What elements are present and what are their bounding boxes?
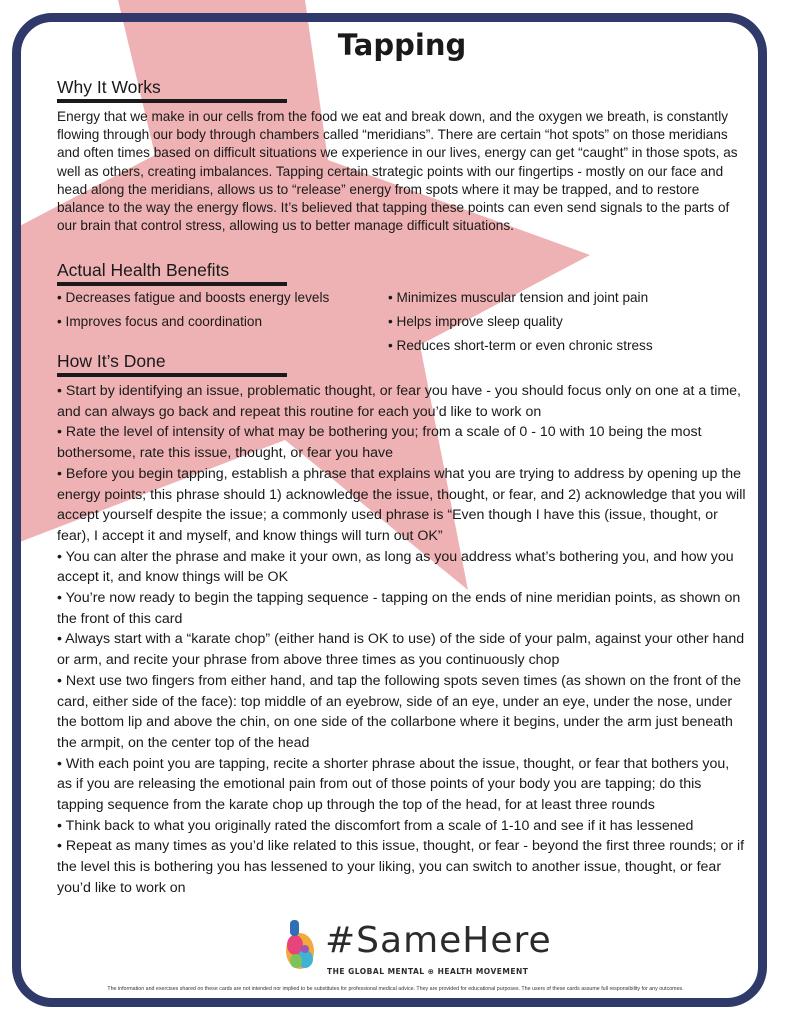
benefit-item: • Reduces short-term or even chronic stress — [388, 338, 653, 353]
page-title: Tapping — [337, 28, 467, 62]
why-heading-text: Why It Works — [57, 77, 161, 97]
why-heading — [57, 77, 287, 103]
step-item: • Think back to what you originally rated the discomfort from a scale of 1-10 and see if it has lessened — [57, 817, 694, 834]
steps-list — [57, 381, 747, 899]
benefit-item: • Decreases fatigue and boosts energy levels — [57, 290, 330, 305]
step-item: • Repeat as many times as you’d like related to this issue, thought, or fear - beyond the first three rounds; or if the level this is bothering you has lessened to your liking, you can switch to another issue, thought, or fear you’d like to work on — [57, 838, 745, 896]
benefits-heading-text: Actual Health Benefits — [57, 260, 230, 280]
disclaimer: The information and exercises shared on these cards are not intended nor implied to be substitutes for professional medical advice. They are provided for educational purposes. The users of these cards assume full responsibility for any outcomes. — [107, 986, 684, 992]
step-item: • Rate the level of intensity of what may be bothering you; from a scale of 0 - 10 with 10 being the most bothersome, rate this issue, thought, or fear you have — [57, 424, 702, 462]
step-item: • You can alter the phrase and make it your own, as long as you address what’s bothering you, and how you accept it, and know things will be OK — [57, 548, 734, 586]
benefit-item: • Minimizes muscular tension and joint pain — [388, 290, 649, 305]
how-heading-text: How It’s Done — [57, 351, 166, 371]
step-item: • Before you begin tapping, establish a phrase that explains what you are trying to address by opening up the energy points; this phrase should 1) acknowledge the issue, thought, or fear, and 2) acknowledge that you will accept yourself despite the issue; a commonly used phrase is “Even though I have this (issue, thought, or fear), I accept it and myself, and know things will turn out OK” — [57, 465, 746, 544]
step-item: • With each point you are tapping, recite a shorter phrase about the issue, thought, or fear that bothers you, as if you are releasing the emotional pain from out of those points of your body you are tapping; do this tapping sequence from the karate chop up through the top of the head, for at least three rounds — [57, 755, 730, 814]
step-item: • You’re now ready to begin the tapping sequence - tapping on the ends of nine meridian points, as shown on the front of this card — [57, 590, 741, 627]
benefits-heading — [57, 260, 287, 286]
brand-name: #SameHere — [325, 920, 552, 961]
heading-underline — [57, 373, 287, 377]
step-item: • Always start with a “karate chop” (either hand is OK to use) of the side of your palm, against your other hand or arm, and recite your phrase from above three times as you continuously chop — [57, 631, 745, 669]
how-heading — [57, 351, 287, 377]
why-body: Energy that we make in our cells from the food we eat and break down, and the oxygen we breath, is constantly flowing through our body through chambers called “meridians”. There are certain “hot spots” on those meridians and often times based on difficult situations we experience in our lives, energy can get “caught” in those spots, as well as others, creating imbalances. Tapping certain strategic points with our fingertips - mostly on our face and head along the meridians, allows us to “release” energy from spots where it may be trapped, and to restore balance to the way the energy flows. It’s believed that tapping these points can even send signals to the parts of our brain that control stress, allowing us to better manage difficult situations. — [57, 109, 738, 234]
benefit-item: • Helps improve sleep quality — [388, 314, 563, 329]
heading-underline — [57, 282, 287, 286]
benefit-item: • Improves focus and coordination — [57, 314, 263, 329]
heading-underline — [57, 99, 287, 103]
step-item: • Start by identifying an issue, problematic thought, or fear you have - you should focus only on one at a time, and can always go back and repeat this routine for each you’d like to work on — [57, 383, 741, 420]
brand-tagline: THE GLOBAL MENTAL ⊕ HEALTH MOVEMENT — [327, 967, 529, 976]
step-item: • Next use two fingers from either hand, and tap the following spots seven times (as shown on the front of the card, either side of the face): top middle of an eyebrow, side of an eye, under an eye, under the nose, under the bottom lip and above the chin, on one side of the collarbone where it begins, under the arm just beneath the armpit, on the center top of the head — [57, 672, 741, 751]
